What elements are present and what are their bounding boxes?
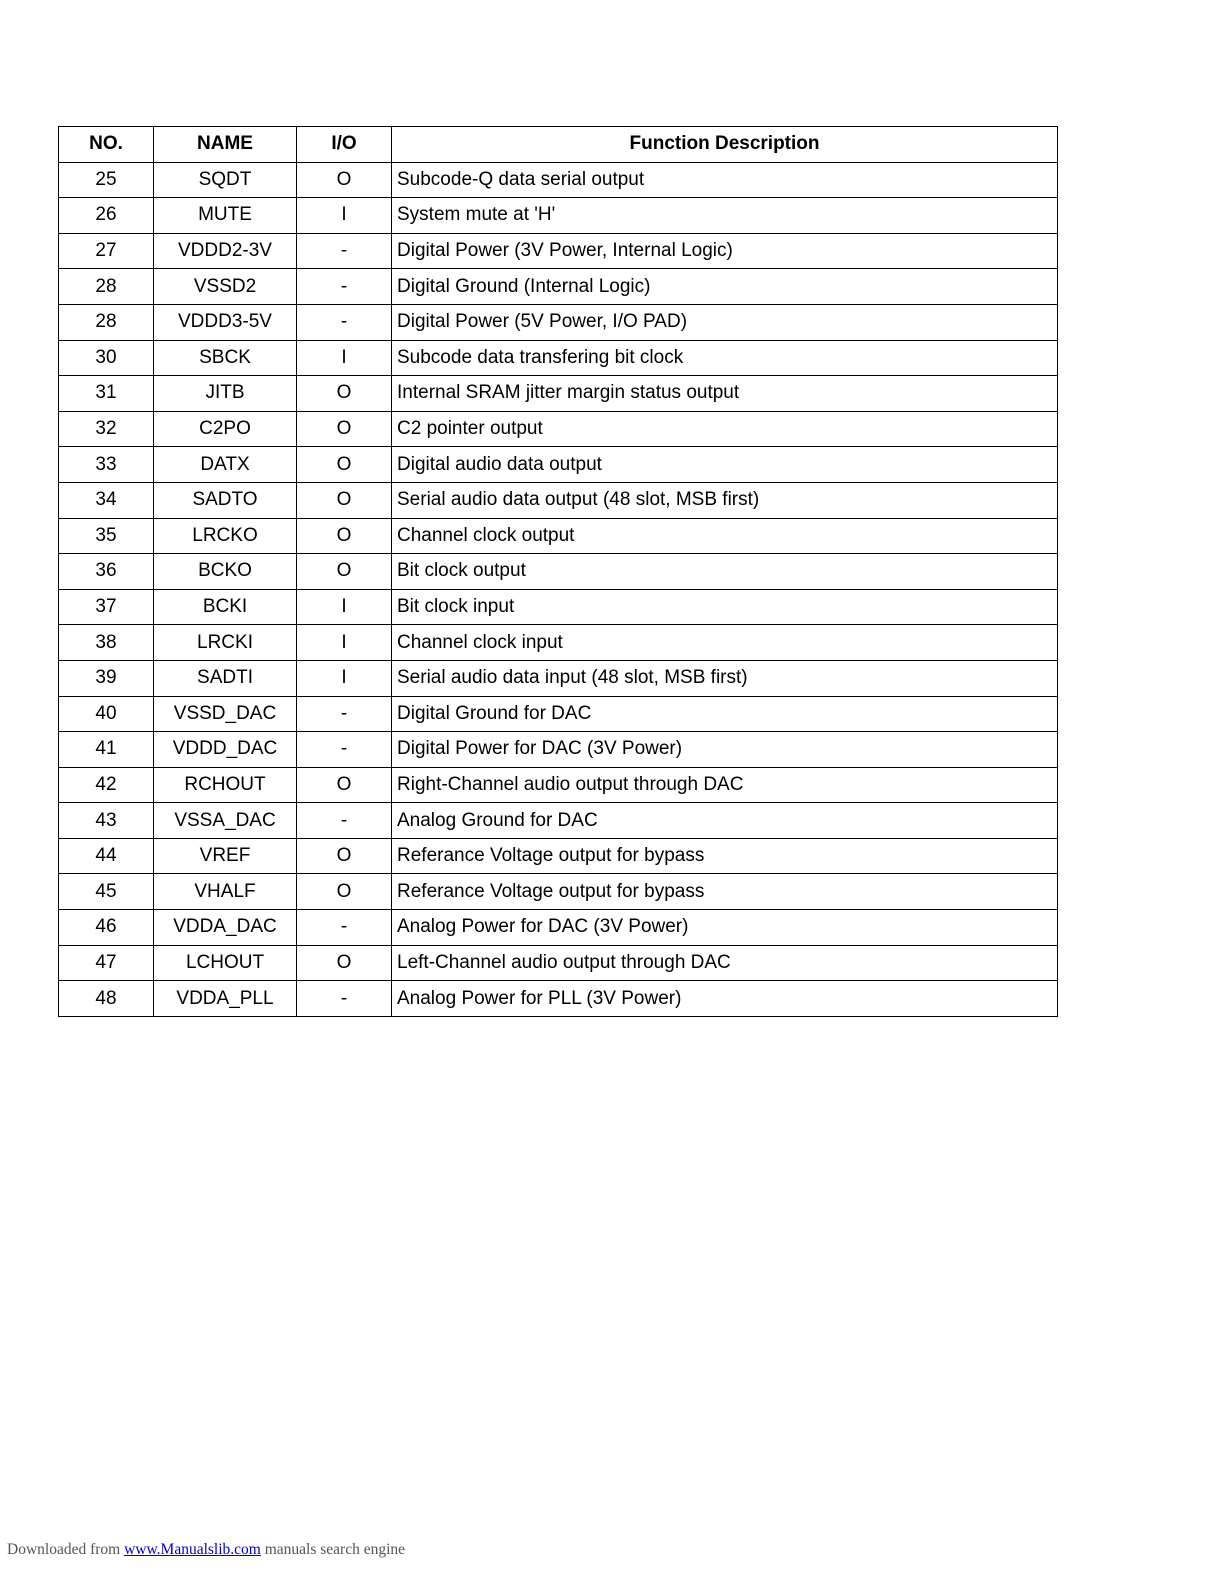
table-row <box>59 874 1058 910</box>
pin-name-cell: VDDA_PLL <box>154 981 297 1017</box>
table-row <box>59 981 1058 1017</box>
pin-io-cell: - <box>297 269 392 305</box>
pin-number-cell: 46 <box>59 910 154 946</box>
pin-number-cell: 45 <box>59 874 154 910</box>
pin-name-cell: SADTO <box>154 482 297 518</box>
pin-number-cell: 38 <box>59 625 154 661</box>
table-header-row <box>59 127 1058 163</box>
pin-number-cell: 47 <box>59 945 154 981</box>
pin-description-cell: Digital Power (5V Power, I/O PAD) <box>392 304 1058 340</box>
pin-name-cell: VDDD2-3V <box>154 233 297 269</box>
table-row <box>59 340 1058 376</box>
pin-io-cell: O <box>297 162 392 198</box>
table-row <box>59 198 1058 234</box>
pin-description-cell: Left-Channel audio output through DAC <box>392 945 1058 981</box>
pin-io-cell: - <box>297 304 392 340</box>
pin-io-cell: O <box>297 554 392 590</box>
header-name: NAME <box>154 127 297 163</box>
table-body <box>59 162 1058 1016</box>
pin-description-cell: Subcode data transfering bit clock <box>392 340 1058 376</box>
pin-description-cell: Referance Voltage output for bypass <box>392 838 1058 874</box>
pin-description-cell: Analog Power for PLL (3V Power) <box>392 981 1058 1017</box>
pin-io-cell: - <box>297 732 392 768</box>
pin-io-cell: O <box>297 874 392 910</box>
table-row <box>59 411 1058 447</box>
pin-name-cell: SQDT <box>154 162 297 198</box>
table-row <box>59 945 1058 981</box>
pin-io-cell: O <box>297 482 392 518</box>
table-row <box>59 838 1058 874</box>
pin-number-cell: 25 <box>59 162 154 198</box>
pin-name-cell: SADTI <box>154 660 297 696</box>
pin-description-cell: Referance Voltage output for bypass <box>392 874 1058 910</box>
pin-io-cell: - <box>297 981 392 1017</box>
pin-description-cell: Serial audio data input (48 slot, MSB first) <box>392 660 1058 696</box>
pin-name-cell: VDDD3-5V <box>154 304 297 340</box>
pin-name-cell: VDDA_DAC <box>154 910 297 946</box>
pin-number-cell: 26 <box>59 198 154 234</box>
table-row <box>59 696 1058 732</box>
pin-io-cell: - <box>297 696 392 732</box>
pin-description-cell: Serial audio data output (48 slot, MSB first) <box>392 482 1058 518</box>
table-row <box>59 376 1058 412</box>
pin-io-cell: O <box>297 767 392 803</box>
table-row <box>59 589 1058 625</box>
table-row <box>59 803 1058 839</box>
table-row <box>59 304 1058 340</box>
table-row <box>59 518 1058 554</box>
pin-description-cell: System mute at 'H' <box>392 198 1058 234</box>
pin-name-cell: JITB <box>154 376 297 412</box>
pin-description-cell: Digital audio data output <box>392 447 1058 483</box>
header-no: NO. <box>59 127 154 163</box>
pin-name-cell: VSSD_DAC <box>154 696 297 732</box>
pin-number-cell: 37 <box>59 589 154 625</box>
pin-number-cell: 42 <box>59 767 154 803</box>
table-row <box>59 447 1058 483</box>
header-function-description: Function Description <box>392 127 1058 163</box>
pin-name-cell: C2PO <box>154 411 297 447</box>
pin-description-cell: Analog Ground for DAC <box>392 803 1058 839</box>
pin-io-cell: - <box>297 910 392 946</box>
pin-name-cell: VREF <box>154 838 297 874</box>
pin-number-cell: 41 <box>59 732 154 768</box>
table-row <box>59 482 1058 518</box>
pin-description-cell: Bit clock input <box>392 589 1058 625</box>
table-row <box>59 910 1058 946</box>
pin-number-cell: 43 <box>59 803 154 839</box>
pin-description-cell: Subcode-Q data serial output <box>392 162 1058 198</box>
pin-number-cell: 28 <box>59 304 154 340</box>
pin-description-cell: Digital Power for DAC (3V Power) <box>392 732 1058 768</box>
table-row <box>59 625 1058 661</box>
pin-number-cell: 30 <box>59 340 154 376</box>
pin-number-cell: 31 <box>59 376 154 412</box>
pin-description-cell: Digital Power (3V Power, Internal Logic) <box>392 233 1058 269</box>
table-row <box>59 269 1058 305</box>
table-row <box>59 732 1058 768</box>
pin-name-cell: VDDD_DAC <box>154 732 297 768</box>
pin-number-cell: 28 <box>59 269 154 305</box>
pin-name-cell: LRCKI <box>154 625 297 661</box>
pin-number-cell: 40 <box>59 696 154 732</box>
pin-name-cell: MUTE <box>154 198 297 234</box>
footer-prefix: Downloaded from <box>7 1541 121 1558</box>
pin-description-cell: Right-Channel audio output through DAC <box>392 767 1058 803</box>
pin-name-cell: DATX <box>154 447 297 483</box>
pin-description-cell: Bit clock output <box>392 554 1058 590</box>
pin-io-cell: I <box>297 625 392 661</box>
pin-io-cell: I <box>297 340 392 376</box>
pin-io-cell: I <box>297 660 392 696</box>
pin-io-cell: O <box>297 945 392 981</box>
table-row <box>59 660 1058 696</box>
manualslib-link[interactable]: www.Manualslib.com <box>124 1541 261 1558</box>
pin-io-cell: I <box>297 198 392 234</box>
pin-io-cell: - <box>297 803 392 839</box>
pin-description-cell: Internal SRAM jitter margin status output <box>392 376 1058 412</box>
pin-io-cell: O <box>297 838 392 874</box>
pin-io-cell: - <box>297 233 392 269</box>
pin-number-cell: 39 <box>59 660 154 696</box>
pin-name-cell: SBCK <box>154 340 297 376</box>
table-row <box>59 162 1058 198</box>
pin-name-cell: VSSD2 <box>154 269 297 305</box>
pin-number-cell: 32 <box>59 411 154 447</box>
pin-number-cell: 44 <box>59 838 154 874</box>
pin-description-cell: Channel clock output <box>392 518 1058 554</box>
pin-name-cell: LCHOUT <box>154 945 297 981</box>
pin-io-cell: O <box>297 411 392 447</box>
pin-io-cell: O <box>297 518 392 554</box>
table-row <box>59 554 1058 590</box>
pin-description-cell: Channel clock input <box>392 625 1058 661</box>
pin-description-cell: C2 pointer output <box>392 411 1058 447</box>
pin-name-cell: VSSA_DAC <box>154 803 297 839</box>
pin-io-cell: O <box>297 376 392 412</box>
pin-number-cell: 33 <box>59 447 154 483</box>
pin-description-cell: Analog Power for DAC (3V Power) <box>392 910 1058 946</box>
pin-number-cell: 48 <box>59 981 154 1017</box>
pin-name-cell: LRCKO <box>154 518 297 554</box>
pin-name-cell: VHALF <box>154 874 297 910</box>
pin-number-cell: 34 <box>59 482 154 518</box>
table-row <box>59 233 1058 269</box>
pin-io-cell: O <box>297 447 392 483</box>
pin-name-cell: RCHOUT <box>154 767 297 803</box>
header-io: I/O <box>297 127 392 163</box>
footer-suffix: manuals search engine <box>264 1541 406 1558</box>
pin-description-table <box>58 126 1058 1017</box>
pin-description-cell: Digital Ground for DAC <box>392 696 1058 732</box>
pin-number-cell: 27 <box>59 233 154 269</box>
pin-name-cell: BCKI <box>154 589 297 625</box>
pin-io-cell: I <box>297 589 392 625</box>
pin-number-cell: 35 <box>59 518 154 554</box>
table-row <box>59 767 1058 803</box>
pin-name-cell: BCKO <box>154 554 297 590</box>
footer <box>7 1541 405 1559</box>
pin-description-cell: Digital Ground (Internal Logic) <box>392 269 1058 305</box>
pin-number-cell: 36 <box>59 554 154 590</box>
